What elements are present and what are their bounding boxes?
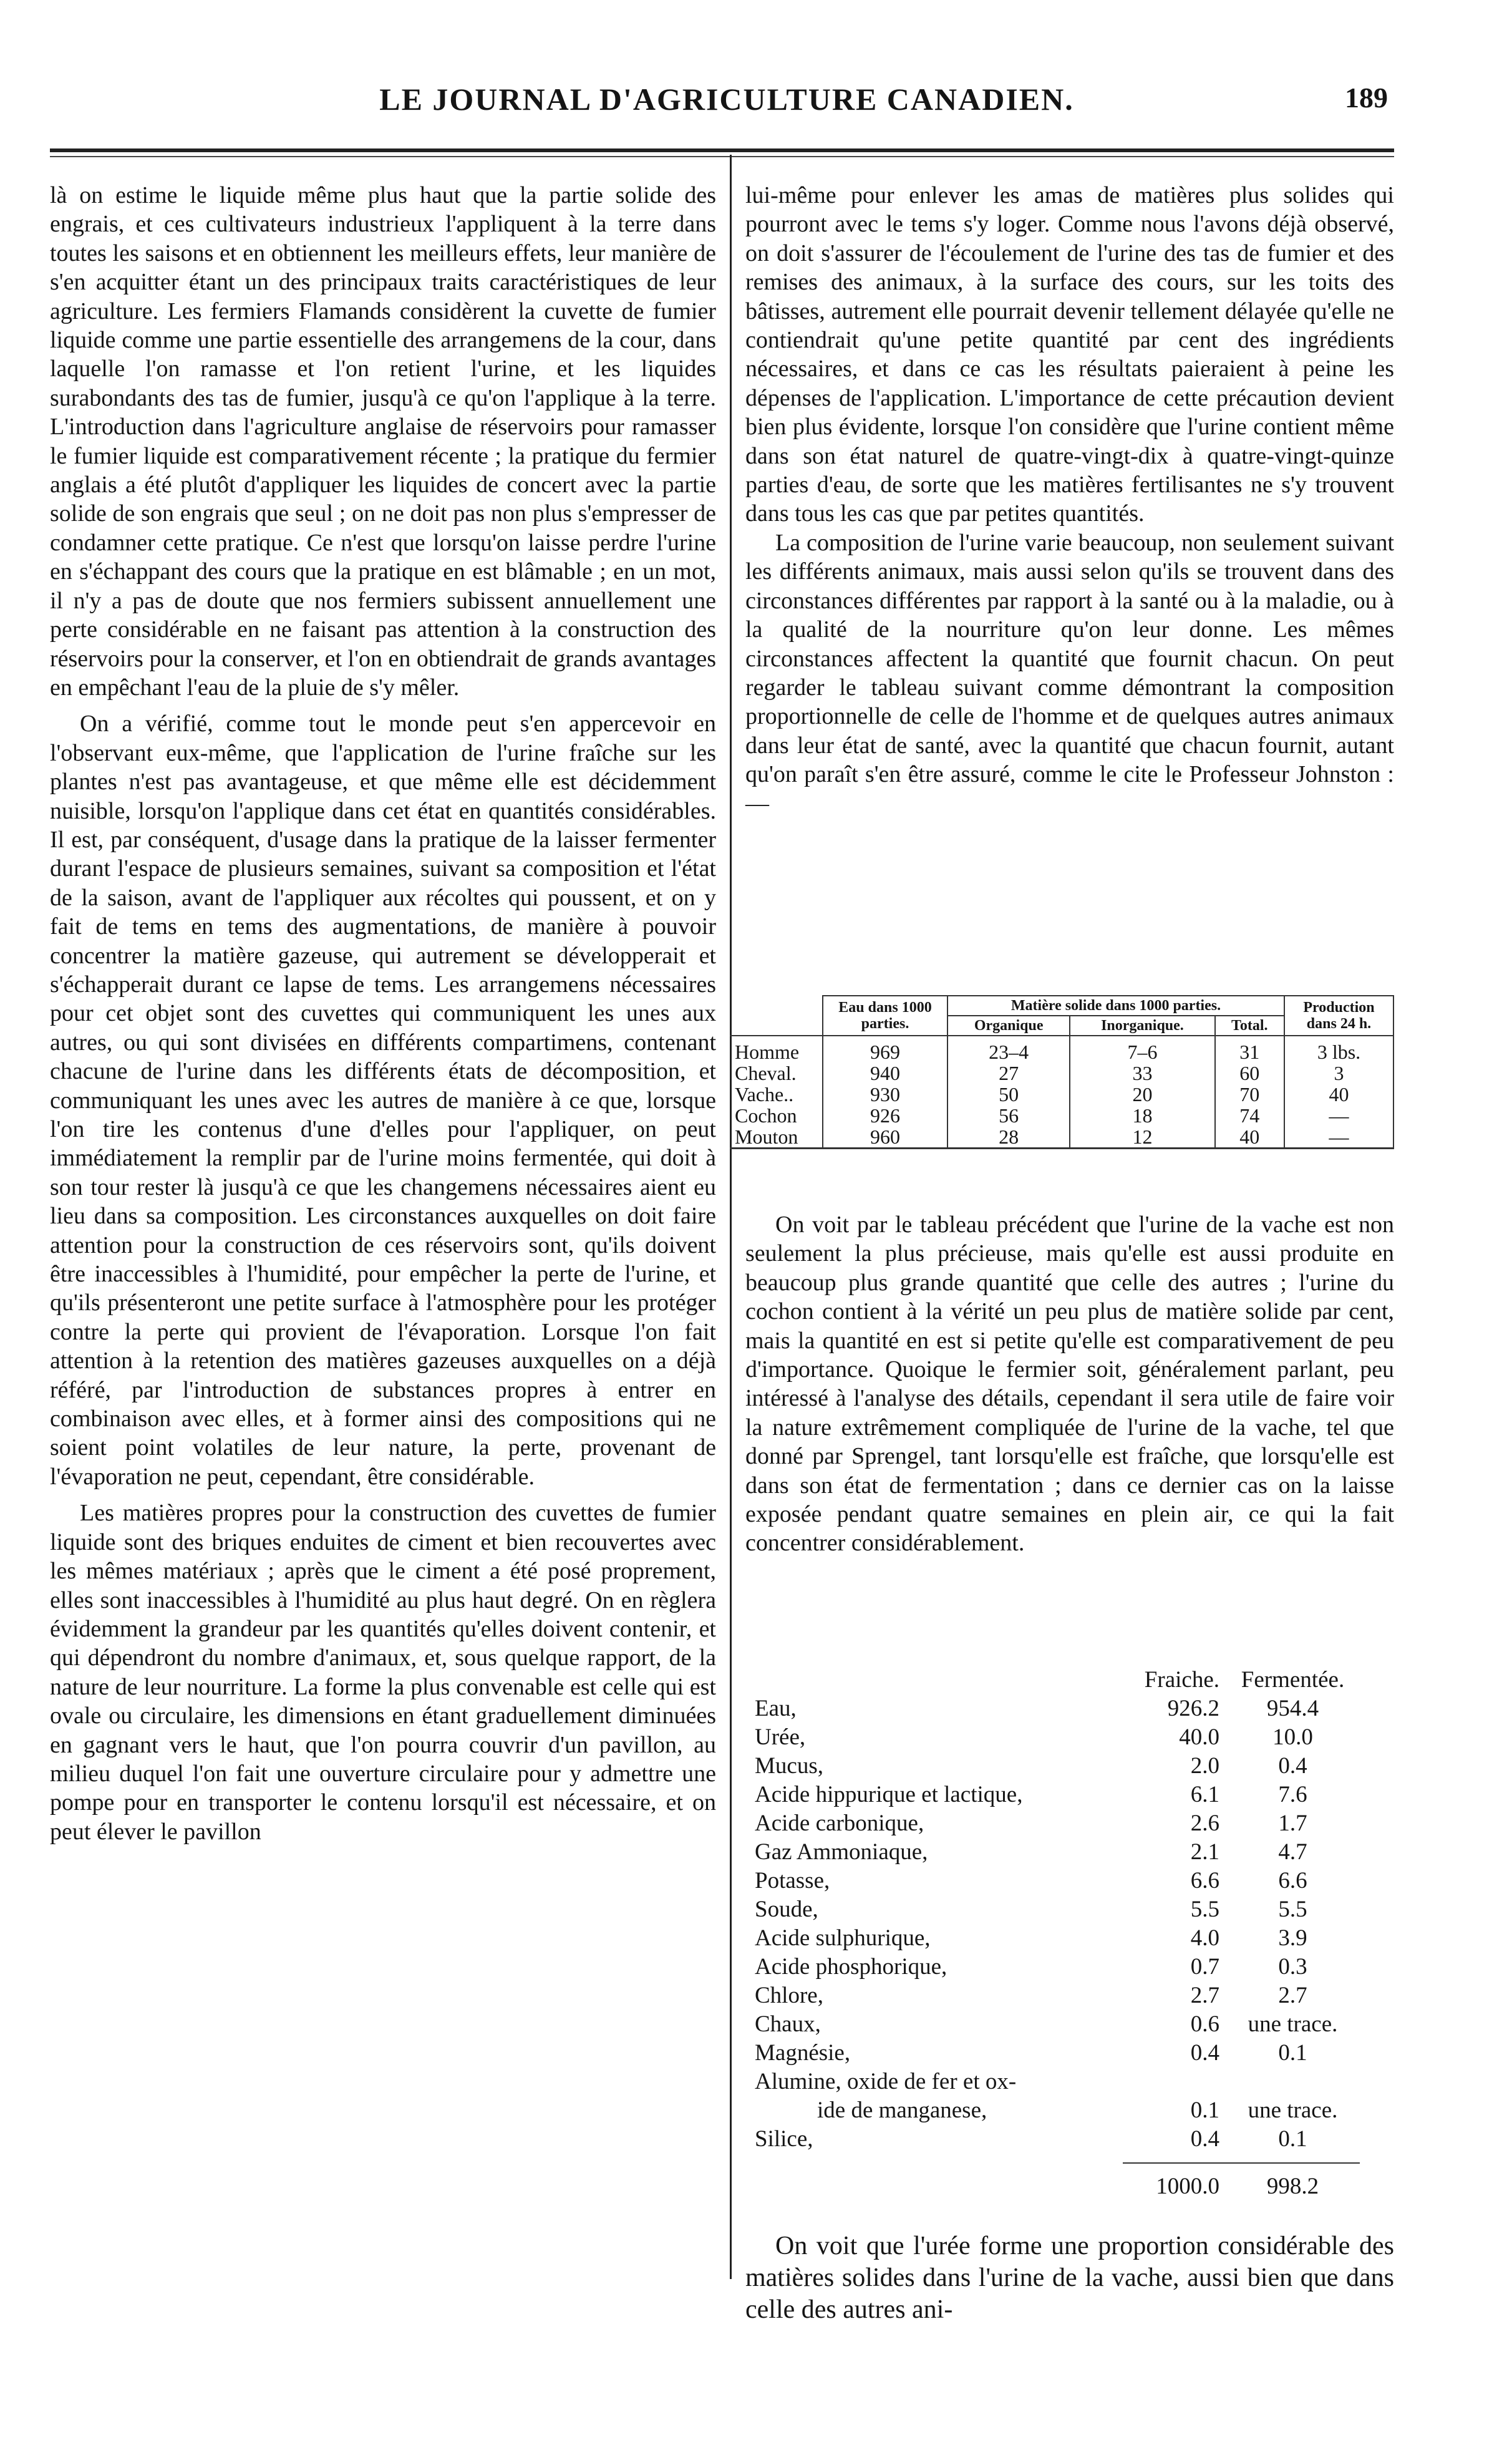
total-fresh: 1000.0 [1156,2174,1219,2199]
list-item: Magnésie, 0.4 0.1 [755,2040,1307,2066]
list-item: Gaz Ammoniaque, 2.1 4.7 [755,1839,1307,1865]
right-paragraph-3: On voit par le tableau précédent que l'urine de la vache est non seulement la plus précieuse, mais qu'elle est aussi produite en beaucoup plus grande quantité que celle des autres ; l'urine du cochon contient à la vérité un peu plus de matière solide par cent, mais la quantité en est si petite qu'elle est comparativement de peu d'importance. Quoique le fermier soit, généralement parlant, peu intéressé à l'analyse des détails, cependant il sera utile de faire voir la nature extrêmement compliquée de l'urine de la vache, tel que donné par Sprengel, tant lorsqu'elle est fraîche, que lorsqu'elle est dans son état de fermentation ; dans ce dernier cas on la laisse exposée pendant quatre semaines en plein air, ce qui la fait concentrer considérablement. [745,1212,1394,1557]
total-row [755,2172,1391,2201]
table-row: Cochon 926 56 18 74 — [730,1105,1393,1126]
header-rule [50,148,1394,152]
sum-rule [1123,2162,1360,2164]
list-item: Acide sulphurique, 4.0 3.9 [755,1925,1307,1951]
table-row: Mouton 960 28 12 40 — [730,1126,1393,1149]
list-item: Alumine, oxide de fer et ox- [755,2069,1017,2094]
right-paragraph-2: La composition de l'urine varie beaucoup, non seulement suivant les différents animaux, mais aussi selon qu'ils se trouvent dans des circonstances différentes par rapport à la santé ou à la maladie, ou à la qualité de la nourriture qu'on leur donne. Les mêmes circonstances affectent la quantité que fournit chacun. On peut regarder le tableau suivant comme démontrant la composition proportionnelle de celle de l'homme et de quelques autres animaux dans leur état de santé, avec la quantité que chacun fournit, autant qu'on paraît s'en être assuré, comme le cite le Professeur Johnston :— [745,529,1394,817]
table-row: Cheval. 940 27 33 60 3 [730,1062,1393,1084]
list-item: Acide phosphorique, 0.7 0.3 [755,1954,1307,1980]
journal-title: LE JOURNAL D'AGRICULTURE CANADIEN. [379,82,1074,117]
page-number: 189 [1345,82,1388,114]
left-paragraph-2: On a vérifié, comme tout le monde peut s'en appercevoir en l'observant eux-même, que l'application de l'urine fraîche sur les plantes n'est pas avantageuse, et que même elle est décidemment nuisible, lorsqu'on l'applique dans cet état en quantités considérables. Il est, par conséquent, d'usage dans la pratique de la laisser fermenter durant l'espace de plusieurs semaines, suivant sa composition et l'état de la saison, avant de l'appliquer aux récoltes qui poussent, et on y fait de tems en tems des augmentations, de manière à pouvoir concentrer la matière gazeuse, qui autrement se développerait et s'échapperait durant ce lapse de tems. Les arrangemens nécessaires pour cet objet sont des cuvettes qui communiquent les unes aux autres, ou qui sont divisées en différents compartimens, contenant chacune de l'urine dans les différents états de décomposition, et communiquant les unes avec les autres de manière à ce que, lorsque l'on tire les contenus d'une d'elles pour l'appliquer, on peut immédiatement la remplir par de l'urine moins fermentée, qui doit à son tour rester là jusqu'à ce que les changemens nécessaires aient eu lieu dans sa composition. Les circonstances auxquelles on doit faire attention pour la construction de ces réservoirs sont, qu'ils doivent être inaccessibles à l'humidité, pour empêcher la perte de l'urine, et qu'ils présenteront une petite surface à l'atmosphère pour les protéger contre la perte qui provient de l'évaporation. Lorsque l'on fait attention à la retention des matières gazeuses auxquelles on a déjà référé, par l'introduction de substances propres à entrer en combinaison avec elles, et à former ainsi des compositions qui ne soient point volatiles de leur nature, la perte, provenant de l'évaporation ne peut, cependant, être considérable. [50,711,716,1490]
total-fermented: 998.2 [1266,2174,1319,2199]
table-row: Homme 969 23–4 7–6 31 3 lbs. [730,1036,1393,1062]
right-paragraph-1: lui-même pour enlever les amas de matières plus solides qui pourront avec le tems s'y loger. Comme nous l'avons déjà observé, on doit s'assurer de l'écoulement de l'urine des tas de fumier et des remises des animaux, à la surface des cours, sur les toits des bâtisses, autrement elle pourrait devenir tellement délayée qu'elle ne contiendrait qu'une petite quantité par cent des ingrédients nécessaires, et dans ce cas les résultats paieraient à peine les dépenses de l'application. L'importance de cette précaution devient bien plus évidente, lorsque l'on considère que l'urine contient même dans son état naturel de quatre-vingt-dix à quatre-vingt-quinze parties d'eau, de sorte que les matières fertilisantes ne s'y trouvent dans tous les cas que par petites quantités. [745,182,1394,527]
list-item: Urée, 40.0 10.0 [755,1724,1313,1750]
left-paragraph-1: là on estime le liquide même plus haut que la partie solide des engrais, et ces cultivateurs industrieux l'appliquent à la terre dans toutes les saisons et en obtiennent les meilleurs effets, leur manière de s'en acquitter étant un des principaux traits caractéristiques de leur agriculture. Les fermiers Flamands considèrent la cuvette de fumier liquide comme une partie essentielle des arrangemens de la cour, dans laquelle l'on ramasse et l'on retient l'urine, et les liquides surabondants des tas de fumier, jusqu'à ce qu'on l'applique à la terre. L'introduction dans l'agriculture anglaise de réservoirs pour ramasser le fumier liquide est comparativement récente ; la pratique du fermier anglais a été plutôt d'appliquer les liquides de concert avec la partie solide de son engrais que seul ; on ne doit pas non plus s'empresser de condamner cette pratique. Ce n'est que lorsqu'on laisse perdre l'urine en s'échappant des cours que la pratique en est blâmable ; en un mot, il n'y a pas de doute que nos fermiers subissent annuellement une perte considérable en ne faisant pas attention à la construction des réservoirs pour la conserver, et l'on en obtiendrait de grands avantages en empêchant l'eau de la pluie de s'y mêler. [50,182,716,701]
header-solid: Matière solide dans 1000 parties. [947,996,1284,1016]
sum-rule-row [755,2154,1391,2172]
list-item: Soude, 5.5 5.5 [755,1897,1307,1922]
left-column [50,181,716,1846]
header-organic: Organique [947,1016,1070,1036]
list-item: Silice, 0.4 0.1 [755,2126,1307,2152]
list-item: Acide hippurique et lactique, 6.1 7.6 [755,1782,1307,1807]
right-column-middle [745,1210,1394,1558]
list-item: Potasse, 6.6 6.6 [755,1868,1307,1893]
list-item: Acide carbonique, 2.6 1.7 [755,1811,1307,1836]
header-rule-thin [50,156,1394,157]
header-total: Total. [1215,1016,1284,1036]
left-paragraph-3: Les matières propres pour la construction des cuvettes de fumier liquide sont des briques enduites de ciment et bien recouvertes avec les mêmes matériaux ; après que le ciment a été posé proprement, elles sont inaccessibles à l'humidité au plus haut degré. On en règlera évidemment la grandeur par les quantités qu'elles doivent contenir, et qui dépendront du nombre d'animaux, et, sous quelque rapport, de la nature de leur nourriture. La forme la plus convenable est celle qui est ovale ou circulaire, les dimensions en étant graduellement diminuées en gagnant vers le haut, que l'on pourra couvrir d'un pavillon, au milieu duquel l'on fait une ouverture circulaire pour y admettre une pompe pour en transporter le contenu lorsqu'il est nécessaire, et on peut élever le pavillon [50,1500,716,1845]
composition-header [755,1666,1391,1694]
urine-composition-table [730,995,1394,1201]
list-item: Mucus, 2.0 0.4 [755,1753,1307,1779]
right-column-closing [745,2230,1394,2326]
list-item: ide de manganese, 0.1 une trace. [817,2098,1338,2123]
list-item: Eau, 926.2 954.4 [755,1696,1319,1721]
list-item: Chaux, 0.6 une trace. [755,2011,1338,2037]
header-inorganic: Inorganique. [1070,1016,1214,1036]
list-item: Chlore, 2.7 2.7 [755,1983,1307,2008]
header-production: Production dans 24 h. [1284,996,1393,1036]
table-row: Vache.. 930 50 20 70 40 [730,1084,1393,1105]
cow-urine-composition-table [755,1666,1391,2201]
column-divider [730,155,732,2279]
header-water: Eau dans 1000 parties. [823,996,947,1036]
right-column-top [745,181,1394,818]
page-header [50,81,1403,131]
col-fermented-header: Fermentée. [1241,1667,1345,1693]
col-fresh-header: Fraiche. [1144,1667,1219,1693]
right-paragraph-4: On voit que l'urée forme une proportion considérable des matières solides dans l'urine de la vache, aussi bien que dans celle des autres ani- [745,2232,1394,2324]
